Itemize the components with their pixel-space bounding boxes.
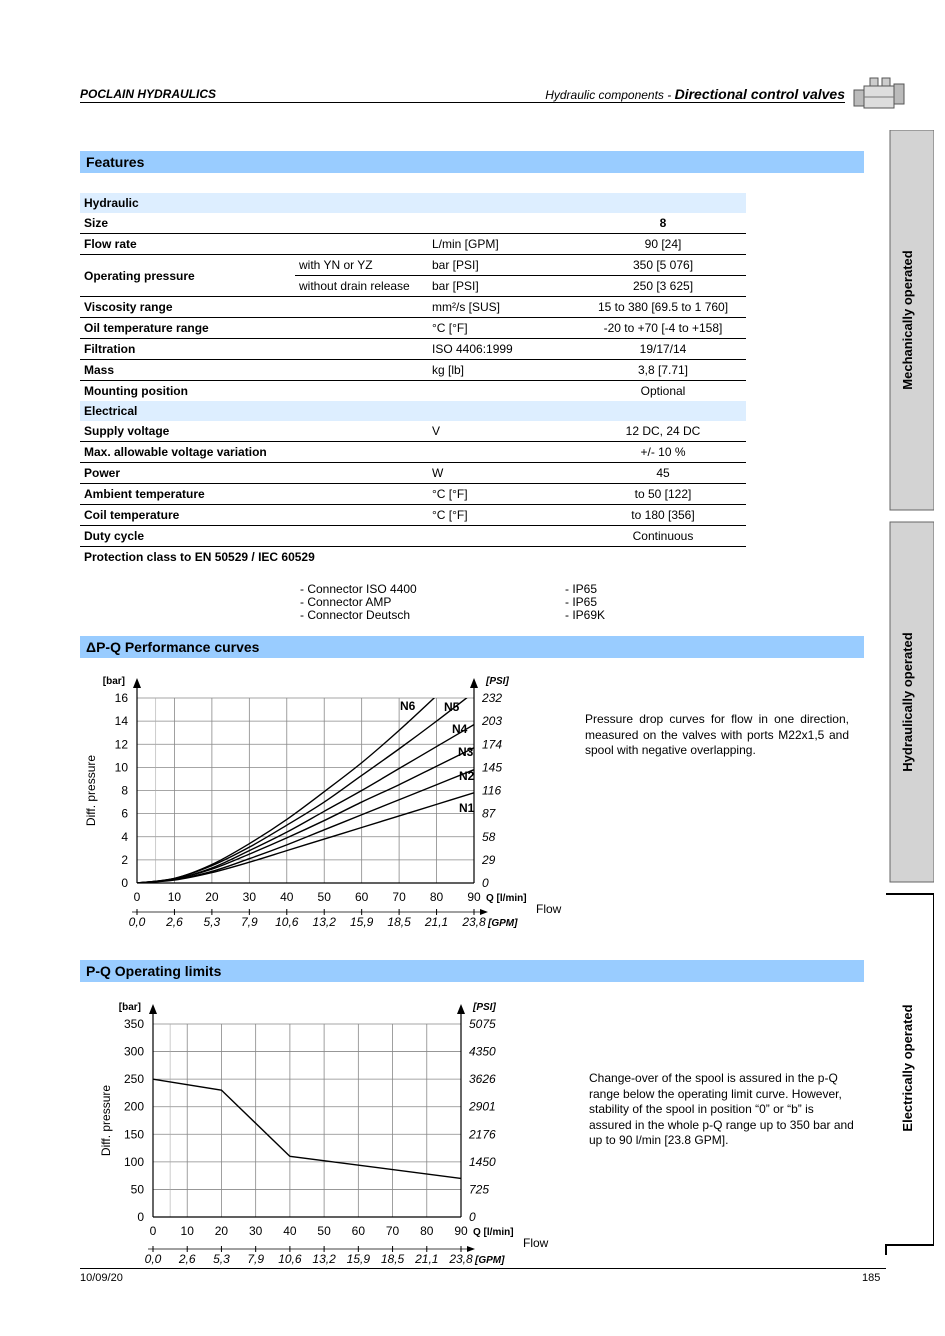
y-tick-label: 12 [114,737,128,752]
series-label: N3 [458,745,474,759]
y2-tick-label: 29 [482,852,496,867]
x-axis-title: Flow [536,902,562,916]
valve-icon [852,76,908,116]
perf-description: Pressure drop curves for flow in one direction, measured on the valves with ports M22x1,5 and spool with negative overlapping. [585,712,849,757]
tab-label: Electrically operated [900,1004,915,1132]
x2-tick-label: 2,6 [166,915,183,929]
visc-value: 15 to 380 [69.5 to 1 760] [580,297,746,318]
y-tick-label: 150 [123,1127,144,1142]
x-tick-label: 80 [429,890,444,904]
x2-unit-label: [GPM] [475,1255,505,1265]
y-tick-label: 2 [121,852,128,867]
x-axis-title: Flow [523,1236,549,1250]
x-tick-label: 20 [214,1224,229,1238]
series-label: N5 [444,700,460,714]
x-tick-label: 10 [167,890,182,904]
x-tick-label: 90 [467,890,481,904]
limits-chart [80,995,580,1265]
x-tick-label: 50 [317,890,331,904]
x2-tick-label: 15,9 [349,915,374,929]
oil-label: Oil temperature range [80,318,295,339]
features-table [80,193,746,567]
category-label: Hydraulic components - [545,88,675,102]
y-tick-label: 100 [123,1154,144,1169]
duty-value: Continuous [580,526,746,547]
x2-tick-label: 5,3 [203,915,221,929]
x-tick-label: 0 [149,1224,157,1238]
table-row [80,484,746,505]
table-row [80,442,746,463]
x2-tick-label: 0,0 [144,1252,162,1265]
y-tick-label: 300 [123,1044,144,1059]
x-unit-label: Q [l/min] [486,893,527,904]
table-row [80,360,746,381]
y2-axis-arrow [457,1004,465,1014]
y2-unit-label: [PSI] [473,1002,496,1013]
power-value: 45 [580,463,746,484]
tab-label: Hydraulically operated [900,632,915,772]
op-value-1: 350 [5 076] [580,255,746,276]
mount-label: Mounting position [84,384,188,398]
series-label: N4 [452,722,468,736]
y-unit-label: [bar] [118,1002,141,1013]
visc-label: Viscosity range [80,297,295,318]
x2-tick-label: 21,1 [424,915,449,929]
x-tick-label: 0 [133,890,141,904]
ip-item: - IP69K [565,608,606,622]
y2-tick-label: 725 [469,1182,490,1197]
x-tick-label: 70 [392,890,406,904]
op-unit-2: bar [PSI] [428,276,580,297]
y2-tick-label: 0 [482,876,489,890]
table-row [80,421,746,442]
op-cond-1: with YN or YZ [295,255,428,276]
page-number: 185 [862,1272,881,1284]
mount-value: Optional [640,384,686,398]
y-tick-label: 10 [114,760,128,775]
amb-label: Ambient temperature [80,484,295,505]
x2-tick-label: 7,9 [247,1252,265,1265]
oil-unit: °C [°F] [428,318,580,339]
series-label: N1 [459,801,475,815]
y2-tick-label: 0 [469,1210,476,1224]
x2-tick-label: 5,3 [213,1252,230,1265]
coil-value: to 180 [356] [580,505,746,526]
supply-unit: V [428,421,580,442]
table-row [80,339,746,360]
table-row [80,547,746,568]
x2-tick-label: 18,5 [387,915,411,929]
footer-date: 10/09/20 [80,1272,123,1284]
series-label: N2 [459,769,475,783]
op-cond-2: without drain release [295,276,428,297]
mass-unit: kg [lb] [428,360,580,381]
x-tick-label: 90 [454,1224,468,1238]
y-unit-label: [bar] [102,676,125,687]
y2-tick-label: 174 [482,737,503,752]
side-tab-strip [884,130,934,1265]
ip-list [565,583,605,622]
y-tick-label: 8 [121,783,128,798]
y2-axis-arrow [470,678,478,688]
coil-unit: °C [°F] [428,505,580,526]
table-row [80,463,746,484]
y-axis-title: Diff. pressure [99,1084,113,1157]
limits-description: Change-over of the spool is assured in the p-Q range below the operating limit curve. However, stability of the spool in position “0” or “b” is assured in the whole p-Q range up to 350 bar and up to 90 l/min [23.8 GPM]. [589,1071,854,1147]
y2-tick-label: 87 [482,806,496,821]
y2-tick-label: 2901 [469,1099,496,1114]
x-tick-label: 40 [280,890,294,904]
table-row [80,193,746,213]
y-tick-label: 200 [123,1099,144,1114]
x2-tick-label: 7,9 [240,915,258,929]
y2-tick-label: 145 [482,760,503,775]
table-row [80,297,746,318]
amb-value: to 50 [122] [580,484,746,505]
table-row [80,318,746,339]
prot-label: Protection class to EN 50529 / IEC 60529 [84,550,315,564]
hydraulic-heading: Hydraulic [80,193,746,213]
perf-chart [80,670,580,940]
connector-item: - Connector Deutsch [300,608,411,622]
power-unit: W [428,463,580,484]
series-line-n2 [137,770,474,883]
y2-tick-label: 2176 [469,1127,496,1142]
maxvar-label: Max. allowable voltage variation [80,442,580,463]
y2-unit-label: [PSI] [486,676,509,687]
filt-unit: ISO 4406:1999 [428,339,580,360]
y2-tick-label: 58 [482,829,496,844]
x2-unit-label: [GPM] [488,918,518,929]
y2-tick-label: 3626 [469,1072,496,1087]
op-unit-1: bar [PSI] [428,255,580,276]
table-row [80,255,746,276]
x2-tick-label: 10,6 [275,915,299,929]
x2-tick-label: 23,8 [449,1252,473,1265]
op-label: Operating pressure [80,255,295,297]
x-tick-label: 80 [420,1224,434,1238]
features-title: Features [80,151,864,173]
connector-item: - Connector ISO 4400 [300,582,417,596]
ip-item: - IP65 [565,595,598,609]
y-tick-label: 6 [121,806,128,821]
filt-label: Filtration [80,339,295,360]
series-line-n3 [137,748,474,883]
footer-divider [80,1268,886,1269]
x2-tick-label: 15,9 [346,1252,371,1265]
connector-list [300,583,417,622]
table-row [80,213,746,234]
y-tick-label: 4 [121,829,128,844]
y-tick-label: 0 [121,876,128,890]
x-tick-label: 30 [242,890,257,904]
x2-tick-label: 13,2 [312,1252,336,1265]
document-title [545,86,845,102]
x2-tick-label: 23,8 [462,915,486,929]
flow-label: Flow rate [80,234,295,255]
series-line-n6 [137,670,474,883]
x-tick-label: 20 [205,890,219,904]
table-row [80,381,746,402]
electrical-heading: Electrical [80,401,746,421]
company-name: POCLAIN HYDRAULICS [80,87,217,101]
table-row [80,505,746,526]
power-label: Power [80,463,295,484]
table-row [80,234,746,255]
x2-tick-label: 10,6 [278,1252,302,1265]
tab-label: Mechanically operated [900,250,915,390]
x-tick-label: 40 [283,1224,297,1238]
y2-tick-label: 4350 [469,1044,496,1059]
x2-tick-label: 0,0 [128,915,146,929]
y2-tick-label: 5075 [469,1017,496,1031]
supply-value: 12 DC, 24 DC [580,421,746,442]
filt-value: 19/17/14 [580,339,746,360]
y2-tick-label: 1450 [469,1154,496,1169]
y2-tick-label: 116 [482,783,502,798]
x-tick-label: 10 [180,1224,194,1238]
table-row [80,526,746,547]
y2-tick-label: 203 [482,714,503,729]
flow-value: 90 [24] [580,234,746,255]
limits-title: P-Q Operating limits [80,960,864,982]
y-axis-title: Diff. pressure [84,754,98,827]
y-tick-label: 16 [114,691,128,705]
x-tick-label: 30 [248,1224,263,1238]
ip-item: - IP65 [565,582,598,596]
perf-title: ΔP-Q Performance curves [80,636,864,658]
coil-label: Coil temperature [80,505,295,526]
op-value-2: 250 [3 625] [580,276,746,297]
x-tick-label: 60 [354,890,369,904]
y-tick-label: 0 [137,1210,144,1224]
y-tick-label: 50 [130,1182,144,1197]
amb-unit: °C [°F] [428,484,580,505]
header-divider [80,102,845,103]
flow-unit: L/min [GPM] [428,234,580,255]
y2-tick-label: 232 [482,691,503,705]
title-label: Directional control valves [674,86,845,102]
mass-label: Mass [80,360,295,381]
series-line-0 [153,1079,461,1178]
size-value: 8 [580,213,746,234]
x2-tick-label: 2,6 [178,1252,196,1265]
y-axis-arrow [149,1004,157,1014]
x-unit-label: Q [l/min] [473,1227,514,1238]
maxvar-value: +/- 10 % [580,442,746,463]
mass-value: 3,8 [7.71] [580,360,746,381]
visc-unit: mm²/s [SUS] [428,297,580,318]
x-tick-label: 60 [351,1224,366,1238]
size-label: Size [80,213,295,234]
connector-item: - Connector AMP [300,595,392,609]
y-tick-label: 350 [123,1017,144,1031]
x2-tick-label: 13,2 [312,915,336,929]
oil-value: -20 to +70 [-4 to +158] [580,318,746,339]
series-line-n4 [137,725,474,883]
y-tick-label: 14 [114,714,128,729]
x2-tick-label: 18,5 [380,1252,405,1265]
y-tick-label: 250 [123,1072,144,1087]
y-axis-arrow [133,678,141,688]
series-label: N6 [400,699,416,713]
x2-tick-label: 21,1 [415,1252,439,1265]
duty-label: Duty cycle [80,526,295,547]
x-tick-label: 70 [385,1224,400,1238]
supply-label: Supply voltage [80,421,295,442]
table-row [80,401,746,421]
x-tick-label: 50 [317,1224,331,1238]
